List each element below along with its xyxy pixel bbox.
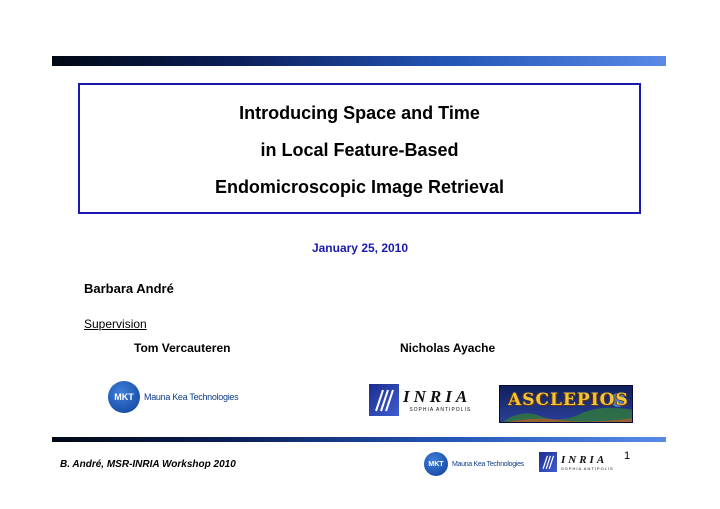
inria-logo: [369, 384, 471, 416]
footer-inria-logo-text: INRIA: [561, 453, 608, 466]
presentation-date: January 25, 2010: [311, 241, 409, 255]
title-box: [78, 83, 641, 214]
author-name: Barbara André: [84, 281, 174, 296]
supervisor-1: Tom Vercauteren: [134, 341, 231, 355]
footer-inria-emblem-icon: [539, 452, 557, 472]
mkt-badge-icon: MKT: [108, 381, 140, 413]
page-number: 1: [624, 450, 631, 462]
footer-caption: B. André, MSR-INRIA Workshop 2010: [60, 459, 236, 470]
asclepios-logo: [499, 385, 633, 423]
title-line-2: in Local Feature-Based: [260, 140, 459, 160]
footer-inria-logo-subtitle: SOPHIA ANTIPOLIS: [561, 465, 614, 471]
footer-mkt-logo: [424, 452, 524, 476]
title-line-3: Endomicroscopic Image Retrieval: [214, 177, 505, 197]
footer-mkt-logo-text: Mauna Kea Technologies: [452, 460, 524, 468]
inria-logo-subtitle: SOPHIA ANTIPOLIS: [409, 407, 472, 413]
footer-mkt-badge-icon: MKT: [424, 452, 448, 476]
supervision-label: Supervision: [84, 317, 147, 331]
header-gradient-bar: [52, 56, 666, 66]
footer-inria-logo: [539, 452, 614, 472]
asclepios-logo-text: ASCLEPIOS: [508, 390, 629, 410]
mkt-logo: [108, 381, 238, 413]
supervisor-2: Nicholas Ayache: [400, 341, 496, 355]
footer-gradient-bar: [52, 437, 666, 442]
title-line-1: Introducing Space and Time: [239, 103, 480, 123]
mkt-logo-text: Mauna Kea Technologies: [144, 392, 239, 402]
inria-logo-text: INRIA: [403, 387, 472, 406]
inria-emblem-icon: [369, 384, 399, 416]
